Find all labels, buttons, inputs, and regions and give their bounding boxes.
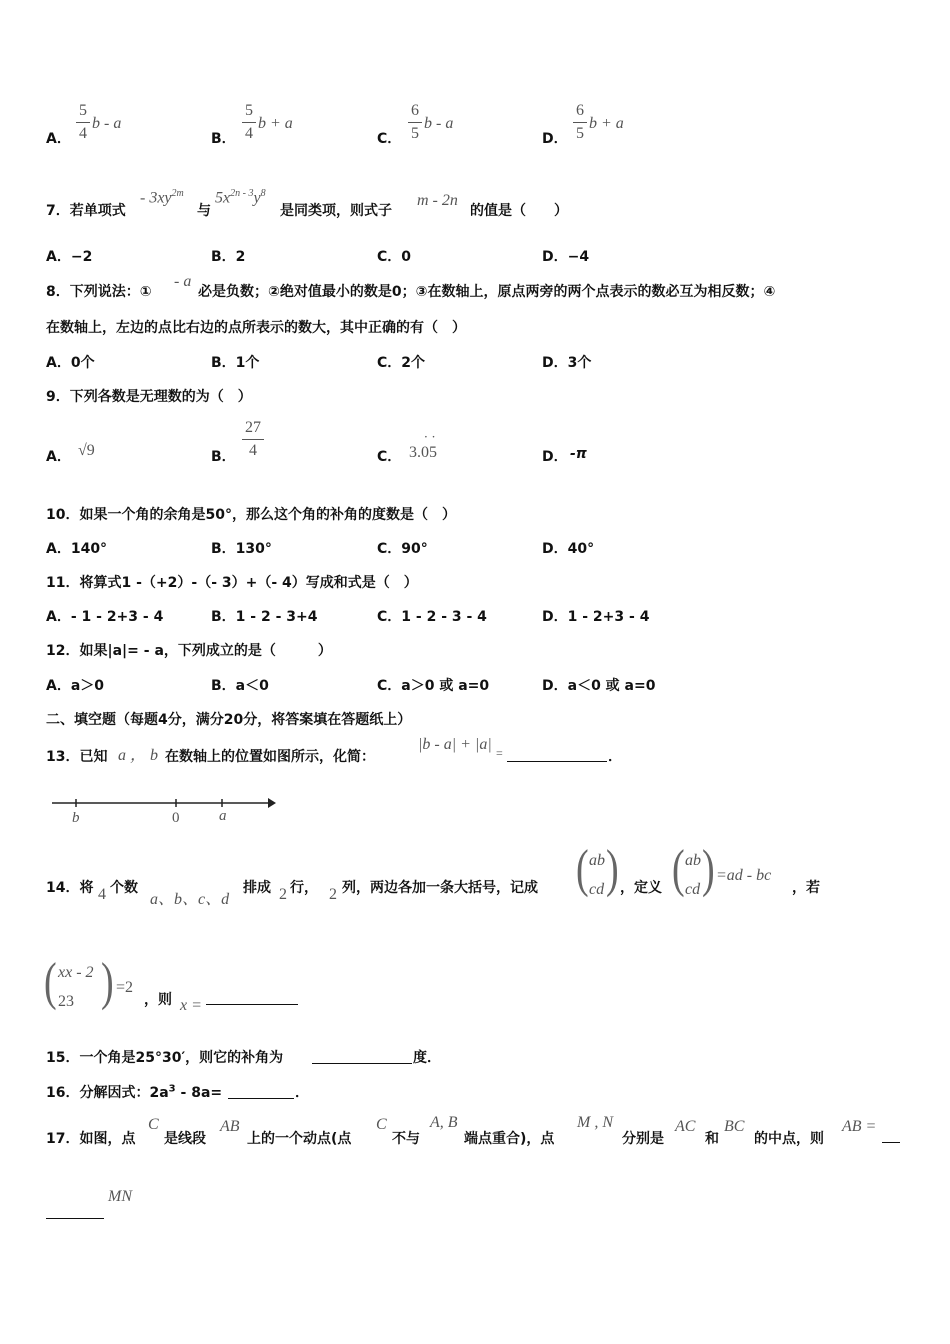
matrix1-top: ab (589, 852, 605, 869)
q15-answer-blank[interactable] (312, 1045, 412, 1064)
q8-option-c: C．2个 (377, 355, 426, 371)
axis-label-b: b (72, 810, 80, 826)
q12-option-d: D．a＜0 或 a=0 (542, 678, 656, 694)
axis-label-a: a (219, 808, 227, 824)
q10-option-b: B．130° (211, 541, 272, 557)
q14-p8: ，则 (144, 992, 172, 1008)
q12-text: 12．如果|a|= - a，下列成立的是（ ） (46, 643, 332, 659)
matrix2-bottom: cd (685, 881, 701, 898)
q17-points-ab: A, B (430, 1114, 458, 1131)
matrix3-right-paren: ) (101, 952, 114, 1012)
q11-option-d: D．1 - 2+3 - 4 (542, 609, 650, 625)
q17-p2: 是线段 (164, 1131, 206, 1147)
q17-p7: 和 (705, 1131, 719, 1147)
q8-option-b: B．1个 (211, 355, 260, 371)
q14-p6: ，定义 (620, 880, 662, 896)
q7-prefix: 7．若单项式 (46, 203, 126, 219)
q14-p5: 列，两边各加一条大括号，记成 (342, 880, 538, 896)
q12-option-c: C．a＞0 或 a=0 (377, 678, 490, 694)
q10-option-a: A．140° (46, 541, 108, 557)
q14-definition: =ad - bc (716, 867, 772, 884)
q10-option-c: C．90° (377, 541, 428, 557)
q14-four: 4 (98, 886, 106, 903)
q6-a-tail: b - a (92, 115, 122, 132)
q10-text: 10．如果一个角的余角是50°，那么这个角的补角的度数是（ ） (46, 507, 456, 523)
q11-option-b: B．1 - 2 - 3+4 (211, 609, 318, 625)
q17-p3: 上的一个动点(点 (247, 1131, 352, 1147)
q11-option-c: C．1 - 2 - 3 - 4 (377, 609, 487, 625)
q15-text: 15．一个角是25°30′，则它的补角为 (46, 1050, 284, 1066)
q17-mn: MN (108, 1188, 132, 1205)
q9-option-c-label: C． (377, 449, 402, 465)
q17-segment-ab: AB (220, 1118, 240, 1135)
matrix3-left-paren: ( (44, 952, 57, 1012)
q6-a-den: 4 (79, 125, 87, 142)
q14-p3: 排成 (243, 880, 271, 896)
q7-option-c: C．0 (377, 249, 412, 265)
q6-option-d-label: D． (542, 131, 568, 147)
q13-prefix: 13．已知 (46, 749, 108, 765)
q13-end: ． (608, 749, 622, 765)
matrix3-top: xx - 2 (58, 964, 94, 981)
q9-option-a-label: A． (46, 449, 71, 465)
q7-suffix: 的值是（ ） (470, 203, 568, 219)
q6-b-den: 4 (245, 125, 253, 142)
number-line-arrow-icon (268, 798, 276, 808)
q6-option-c-label: C． (377, 131, 402, 147)
q14-eq2: =2 (116, 979, 134, 996)
q9-option-d-label: D． (542, 449, 568, 465)
q13-vars: a ， b (118, 747, 159, 764)
q16-text: 16．分解因式：$2a^3 - 8a=$ (46, 1083, 223, 1101)
q9-option-c-value: 3.05 (409, 444, 437, 461)
q9-text: 9．下列各数是无理数的为（ ） (46, 389, 252, 405)
q7-expr3: m - 2n (417, 192, 458, 209)
q6-c-den: 5 (411, 125, 419, 142)
q9-b-num: 27 (245, 419, 261, 436)
q8-option-a: A．0个 (46, 355, 95, 371)
q7-expr2: $5x^{2n - 3}y^8$ (215, 188, 266, 207)
q15-end: 度． (413, 1050, 441, 1066)
q13-expr: |b - a| + |a| (418, 736, 492, 753)
q14-p1: 14．将 (46, 880, 94, 896)
q17-p1: 17．如图，点 (46, 1131, 136, 1147)
q6-b-num: 5 (245, 102, 253, 119)
matrix1-bottom: cd (589, 881, 605, 898)
q14-p4: 行， (290, 880, 318, 896)
q9-option-b-fraction (242, 419, 264, 460)
q16-answer-blank[interactable] (228, 1080, 294, 1099)
matrix3-bottom: 23 (58, 993, 74, 1010)
q6-a-num: 5 (79, 102, 87, 119)
q7-mid2: 是同类项，则式子 (280, 203, 392, 219)
q8-neg-a: - a (174, 273, 192, 290)
q8-line2: 在数轴上，左边的点比右边的点所表示的数大，其中正确的有（ ） (46, 320, 466, 336)
q13-mid: 在数轴上的位置如图所示，化简： (165, 749, 375, 765)
matrix1-left-paren: ( (576, 839, 589, 899)
q11-text: 11．将算式1 -（+2）-（- 3）+（- 4）写成和式是（ ） (46, 575, 418, 591)
repeating-dots-icon: · · (424, 430, 436, 444)
q9-option-a-value: √9 (78, 442, 95, 459)
q17-p4: 不与 (392, 1131, 420, 1147)
q14-answer-blank[interactable] (206, 986, 298, 1005)
q14-two1: 2 (279, 886, 287, 903)
q6-c-tail: b - a (424, 115, 454, 132)
q14-p7: ，若 (792, 880, 820, 896)
q14-vars: a、b、c、d (150, 891, 230, 908)
q6-option-a-fraction (76, 102, 90, 143)
q6-option-b-label: B． (211, 131, 236, 147)
q14-x-eq: x = (180, 997, 202, 1014)
matrix2-left-paren: ( (672, 839, 685, 899)
q17-answer-blank-2[interactable] (46, 1202, 104, 1219)
q7-option-b: B．2 (211, 249, 246, 265)
q6-option-b-fraction (242, 102, 256, 143)
q7-expr1: - $3xy^{2m}$ (140, 188, 184, 207)
q13-answer-blank[interactable] (507, 743, 607, 762)
q17-p6: 分别是 (622, 1131, 664, 1147)
q11-option-a: A．- 1 - 2+3 - 4 (46, 609, 164, 625)
q6-option-c-fraction (408, 102, 422, 143)
q17-answer-blank-1[interactable] (882, 1128, 900, 1143)
q6-b-tail: b + a (258, 115, 293, 132)
number-line (46, 790, 286, 830)
q16-end: ． (295, 1085, 309, 1101)
q7-option-d: D．−4 (542, 249, 590, 265)
q17-points-mn: M , N (577, 1114, 613, 1131)
q17-p5: 端点重合)，点 (464, 1131, 555, 1147)
q12-option-a: A．a＞0 (46, 678, 105, 694)
q14-p2: 个数 (110, 880, 138, 896)
q17-ab-eq: AB = (842, 1118, 877, 1135)
q6-d-num: 6 (576, 102, 584, 119)
q9-option-b-label: B． (211, 449, 236, 465)
q8-line1a: 8．下列说法：① (46, 284, 152, 300)
q12-option-b: B．a＜0 (211, 678, 269, 694)
matrix2-top: ab (685, 852, 701, 869)
q14-two2: 2 (329, 886, 337, 903)
q17-point-c: C (148, 1116, 159, 1133)
q6-d-tail: b + a (589, 115, 624, 132)
q10-option-d: D．40° (542, 541, 595, 557)
q8-line1b: 必是负数；②绝对值最小的数是0；③在数轴上，原点两旁的两个点表示的数必互为相反数；④ (198, 284, 776, 300)
section-2-heading: 二、填空题（每题4分，满分20分，将答案填在答题纸上） (46, 712, 412, 728)
q17-segment-bc: BC (724, 1118, 745, 1135)
q9-option-d-value: -π (570, 446, 587, 462)
q13-eq: = (496, 746, 503, 760)
matrix2-right-paren: ) (702, 839, 715, 899)
matrix1-right-paren: ) (606, 839, 619, 899)
q17-p8: 的中点，则 (754, 1131, 824, 1147)
q17-segment-ac: AC (675, 1118, 696, 1135)
q6-option-d-fraction (573, 102, 587, 143)
q6-d-den: 5 (576, 125, 584, 142)
q17-point-c2: C (376, 1116, 387, 1133)
q9-b-den: 4 (249, 442, 257, 459)
axis-label-0: 0 (172, 810, 180, 826)
q6-option-a-label: A． (46, 131, 71, 147)
q8-option-d: D．3个 (542, 355, 592, 371)
q7-mid: 与 (197, 203, 211, 219)
q6-c-num: 6 (411, 102, 419, 119)
q7-option-a: A．−2 (46, 249, 93, 265)
